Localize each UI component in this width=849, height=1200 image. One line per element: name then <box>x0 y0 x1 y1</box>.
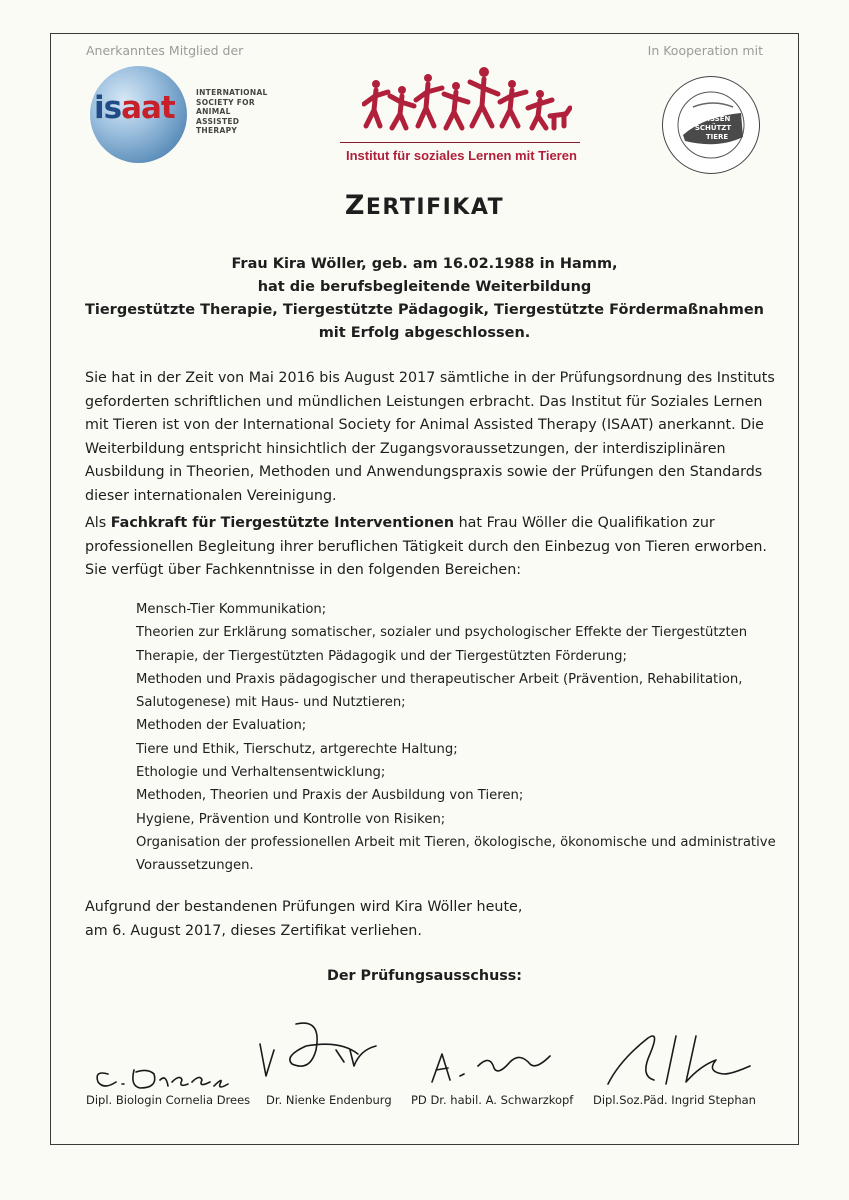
seal-emblem-icon <box>663 77 759 173</box>
paragraph-qualification: Als Fachkraft für Tiergestützte Interventionen hat Frau Wöller die Qualifikation zur professionellen Begleitung ihrer beruflichen Tätigkeit durch den Einbezug von Tieren erworben. Sie verfügt über Fachkenntnisse in den folgenden Bereichen: <box>85 515 767 578</box>
seal-motto-3: TIERE <box>705 133 729 141</box>
signatory-stephan: Dipl.Soz.Päd. Ingrid Stephan <box>593 1093 756 1107</box>
list-item: Methoden, Theorien und Praxis der Ausbildung von Tieren; <box>136 788 524 804</box>
closing-line-2: am 6. August 2017, dieses Zertifikat verliehen. <box>85 922 422 939</box>
list-item: Tiere und Ethik, Tierschutz, artgerechte Haltung; <box>136 741 458 757</box>
signature-schwarzkopf <box>432 1054 550 1082</box>
handwritten-signatures <box>60 1010 780 1095</box>
list-item: Ethologie und Verhaltensentwicklung; <box>136 765 386 781</box>
list-item: Methoden und Praxis pädagogischer und therapeutischer Arbeit (Prävention, Rehabilitation, Salutogenese) mit Haus- und Nutztieren; <box>136 671 743 711</box>
signatory-schwarzkopf: PD Dr. habil. A. Schwarzkopf <box>411 1093 574 1107</box>
closing-line-1: Aufgrund der bestandenen Prüfungen wird Kira Wöller heute, <box>85 899 523 915</box>
signature-stephan <box>608 1036 750 1084</box>
qualification-title: Fachkraft für Tiergestützte Interventionen <box>110 515 455 531</box>
seal-motto-2: SCHÜTZT <box>694 124 732 132</box>
list-item: Theorien zur Erklärung somatischer, sozialer und psychologischer Effekte der Tiergestützten Therapie, der Tiergestützten Pädagogik und der Tiergestützten Förderung; <box>136 625 748 664</box>
isaat-wordmark: isaat <box>94 90 175 126</box>
intro-line-subjects: Tiergestützte Therapie, Tiergestützte Pädagogik, Tiergestützte Fördermaßnahmen <box>84 302 764 318</box>
isaat-org-name: INTERNATIONAL SOCIETY FOR ANIMAL ASSISTED THERAPY <box>196 88 268 135</box>
seal-motto-1: WISSEN <box>699 115 731 123</box>
committee-title: Der Prüfungsausschuss: <box>326 968 523 984</box>
signature-endenburg <box>260 1023 376 1076</box>
intro-line-name: Frau Kira Wöller, geb. am 16.02.1988 in Hamm, <box>231 256 618 272</box>
paragraph-accreditation: Sie hat in der Zeit von Mai 2016 bis August 2017 sämtliche in der Prüfungsordnung des Instituts geforderten schriftlichen und mündlichen Leistungen erbracht. Das Institut für Soziales Lernen mit Tieren ist von der International Society for Animal Assisted Therapy (ISAAT) anerkannt. Die Weiterbildung entspricht hinsichtlich der Zugangsvoraussetzungen, der interdisziplinären Ausbildung in Theorien, Methoden und Anwendungspraxis sowie der Prüfungen den Standards dieser internationalen Vereinigung. <box>85 370 775 504</box>
list-item: Mensch-Tier Kommunikation; <box>136 602 327 617</box>
certificate-title: ZERTIFIKAT <box>344 190 505 221</box>
institute-logo <box>340 60 592 170</box>
isaat-logo <box>90 66 290 166</box>
logo-underline <box>340 142 580 143</box>
signatory-endenburg: Dr. Nienke Endenburg <box>266 1093 392 1107</box>
membership-caption: Anerkanntes Mitglied der <box>86 43 244 58</box>
list-item: Methoden der Evaluation; <box>136 718 307 734</box>
cooperation-caption: In Kooperation mit <box>647 43 763 58</box>
institute-name: Institut für soziales Lernen mit Tieren <box>346 148 577 163</box>
competence-list <box>136 598 776 878</box>
certificate-intro <box>0 253 849 345</box>
list-item: Organisation der professionellen Arbeit mit Tieren, ökologische, ökonomische und administrative Voraussetzungen. <box>136 834 776 874</box>
intro-line-result: mit Erfolg abgeschlossen. <box>318 325 531 341</box>
people-and-animals-icon <box>362 64 572 144</box>
closing-statement <box>85 896 522 943</box>
signatory-drees: Dipl. Biologin Cornelia Drees <box>86 1093 251 1107</box>
cooperation-seal <box>662 76 760 174</box>
intro-line-training: hat die berufsbegleitende Weiterbildung <box>257 279 592 295</box>
signature-drees <box>97 1070 228 1088</box>
list-item: Hygiene, Prävention und Kontrolle von Risiken; <box>136 811 446 827</box>
